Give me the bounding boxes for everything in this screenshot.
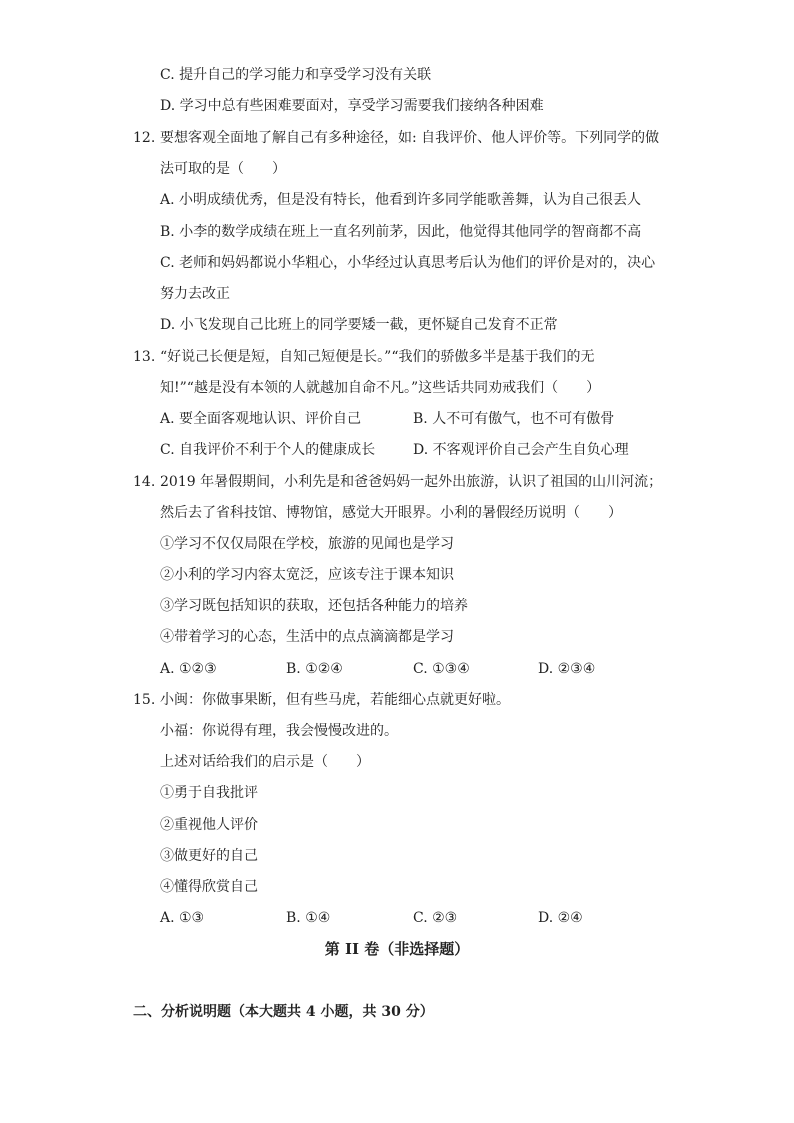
q15-dialogue-line2: 小福：你说得有理，我会慢慢改进的。 [160,723,398,739]
q15-statement-2: ②重视他人评价 [160,817,258,833]
q15-statement-3: ③做更好的自己 [160,848,258,864]
q14-stem-line1: 2019 年暑假期间，小利先是和爸爸妈妈一起外出旅游，认识了祖国的山川河流； [160,474,663,490]
q15-dialogue-line1: 小闽：你做事果断，但有些马虎，若能细心点就更好啦。 [160,692,510,708]
q12-option-c-line2: 努力去改正 [160,286,230,302]
q13-option-d: D. 不客观评价自己会产生自负心理 [413,442,629,458]
q14-stem-line2: 然后去了省科技馆、博物馆，感觉大开眼界。小利的暑假经历说明（ ） [160,505,622,521]
q13-option-c: C. 自我评价不利于个人的健康成长 [160,442,376,458]
q14-statement-2: ②小利的学习内容太宽泛，应该专注于课本知识 [160,567,454,583]
q13-stem-line1: “好说己长便是短，自知己短便是长。”“我们的骄傲多半是基于我们的无 [160,349,595,365]
q14-statement-3: ③学习既包括知识的获取，还包括各种能力的培养 [160,598,468,614]
q15-statement-4: ④懂得欣赏自己 [160,879,258,895]
q14-option-c: C. ①③④ [413,661,470,677]
q15-statement-1: ①勇于自我批评 [160,785,258,801]
q12-stem-line1: 要想客观全面地了解自己有多种途径，如: 自我评价、他人评价等。下列同学的做 [160,130,660,146]
q12-number: 12. [133,130,156,146]
q11-option-c: C. 提升自己的学习能力和享受学习没有关联 [160,67,432,83]
q14-statement-1: ①学习不仅仅局限在学校，旅游的见闻也是学习 [160,536,454,552]
q15-option-d: D. ②④ [538,910,583,926]
q11-option-d: D. 学习中总有些困难要面对，享受学习需要我们接纳各种困难 [160,98,544,114]
q14-option-a: A. ①②③ [160,661,217,677]
section2-heading: 二、分析说明题（本大题共 4 小题，共 30 分） [133,1004,434,1020]
q13-option-a: A. 要全面客观地认识、评价自己 [160,411,362,427]
q15-option-a: A. ①③ [160,910,205,926]
q15-stem: 上述对话给我们的启示是（ ） [160,754,370,770]
q14-statement-4: ④带着学习的心态，生活中的点点滴滴都是学习 [160,629,454,645]
q13-number: 13. [133,349,156,365]
q13-option-b: B. 人不可有傲气，也不可有傲骨 [413,411,615,427]
q12-option-b: B. 小李的数学成绩在班上一直名列前茅，因此，他觉得其他同学的智商都不高 [160,224,642,240]
q12-option-d: D. 小飞发现自己比班上的同学要矮一截，更怀疑自己发育不正常 [160,317,558,333]
q15-option-c: C. ②③ [413,910,458,926]
q15-number: 15. [133,692,156,708]
q14-option-d: D. ②③④ [538,661,596,677]
q12-stem-line2: 法可取的是（ ） [160,161,286,177]
part2-heading: 第 II 卷（非选择题） [324,940,470,958]
q13-stem-line2: 知!”“越是没有本领的人就越加自命不凡。”这些话共同劝戒我们（ ） [160,380,601,396]
q14-option-b: B. ①②④ [286,661,343,677]
q12-option-a: A. 小明成绩优秀，但是没有特长，他看到许多同学能歌善舞，认为自己很丢人 [160,192,642,208]
q15-option-b: B. ①④ [286,910,331,926]
q12-option-c-line1: C. 老师和妈妈都说小华粗心，小华经过认真思考后认为他们的评价是对的，决心 [160,255,656,271]
q14-number: 14. [133,474,156,490]
